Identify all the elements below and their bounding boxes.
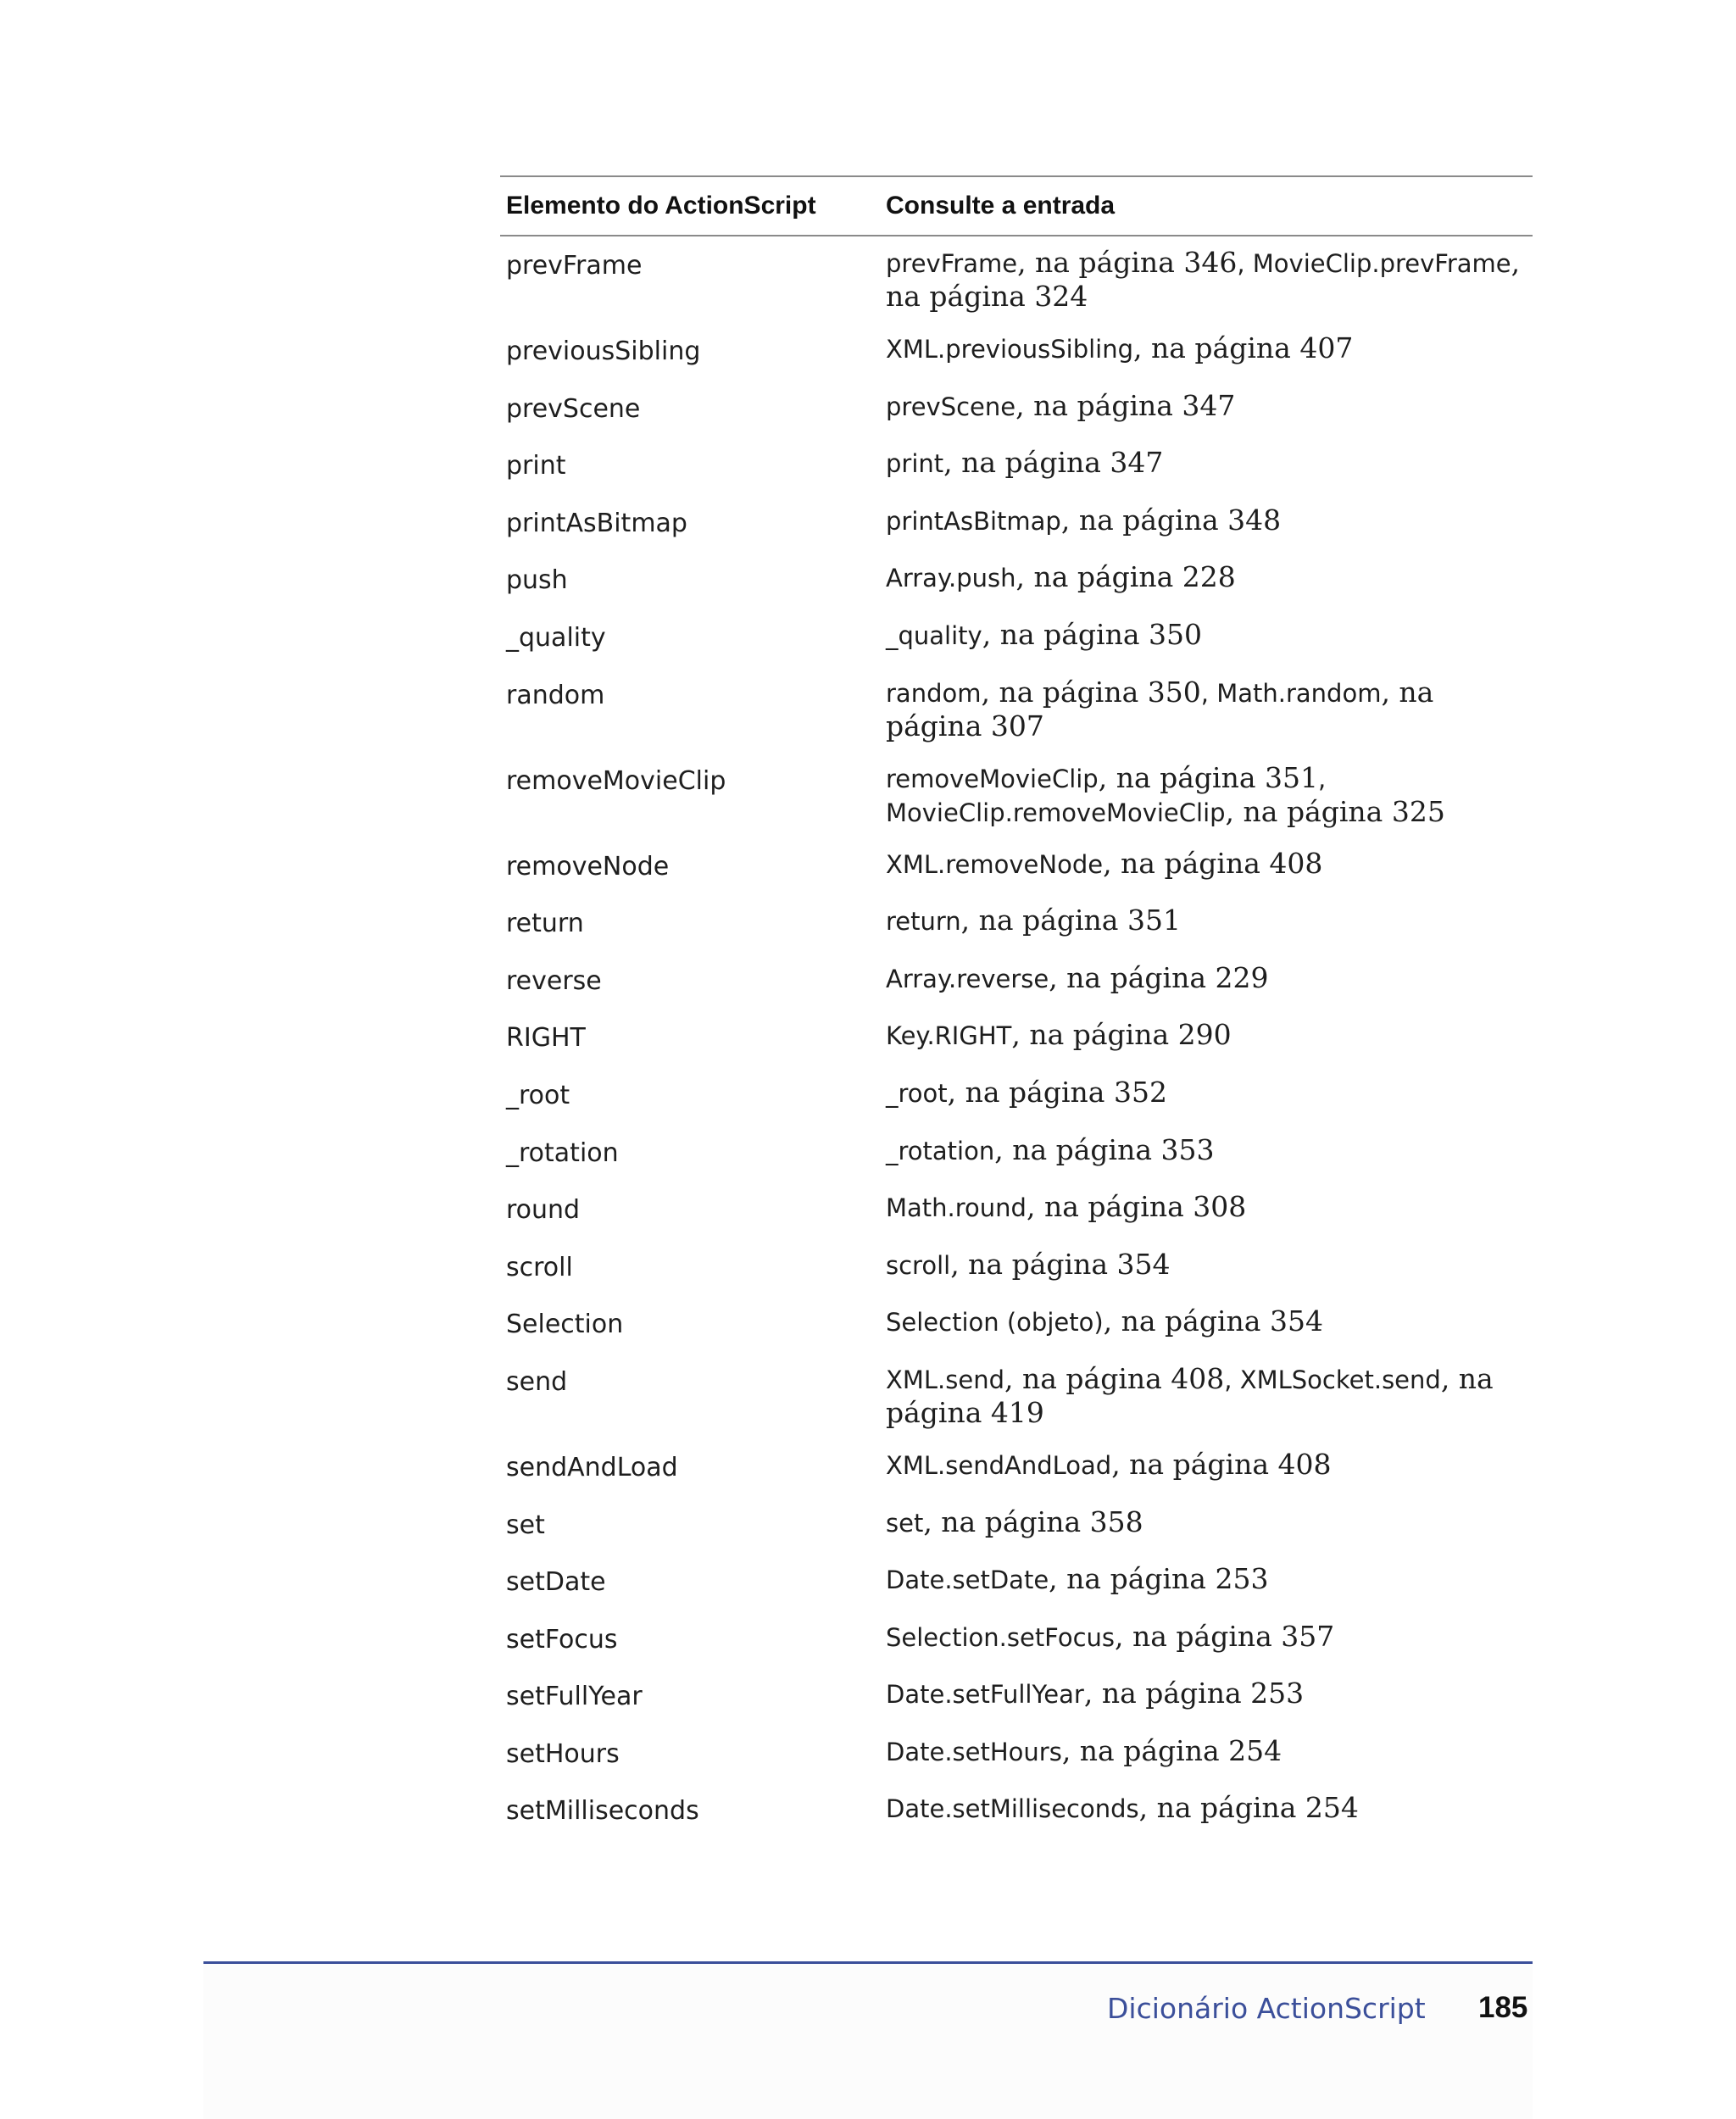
reference-page: , na página 407 bbox=[1133, 331, 1354, 364]
reference-code: scroll bbox=[886, 1250, 951, 1280]
table-row bbox=[500, 1189, 1533, 1247]
reference-page: , na página 358 bbox=[923, 1504, 1143, 1538]
reference-cell bbox=[886, 1132, 1533, 1170]
reference-cell bbox=[886, 675, 1533, 746]
element-cell: random bbox=[506, 680, 605, 710]
table-header-row bbox=[500, 177, 1533, 235]
reference-code: print bbox=[886, 449, 944, 479]
reference-cell bbox=[886, 1017, 1533, 1054]
table-row bbox=[500, 1247, 1533, 1304]
reference-code: Math.round bbox=[886, 1193, 1027, 1223]
element-cell: prevFrame bbox=[506, 251, 643, 281]
table-row bbox=[500, 331, 1533, 388]
reference-cell bbox=[886, 960, 1533, 998]
table-row bbox=[500, 559, 1533, 617]
reference-code: set bbox=[886, 1508, 924, 1538]
element-cell: RIGHT bbox=[506, 1023, 586, 1054]
reference-cell bbox=[886, 1361, 1533, 1432]
table-row bbox=[500, 846, 1533, 904]
reference-code: Date.setFullYear bbox=[886, 1680, 1084, 1710]
page-number: 185 bbox=[1478, 1991, 1528, 2024]
reference-code: Date.setHours bbox=[886, 1737, 1062, 1766]
element-cell: print bbox=[506, 451, 566, 481]
table-row bbox=[500, 1304, 1533, 1361]
table-row bbox=[500, 388, 1533, 446]
reference-cell bbox=[886, 1304, 1533, 1341]
table-row bbox=[500, 1676, 1533, 1733]
element-cell: return bbox=[506, 909, 584, 939]
reference-code: XML.sendAndLoad bbox=[886, 1450, 1112, 1480]
table-body bbox=[500, 236, 1533, 1848]
reference-code: random bbox=[886, 678, 982, 708]
reference-code: Date.setMilliseconds bbox=[886, 1794, 1139, 1824]
reference-cell bbox=[886, 1733, 1533, 1771]
reference-code: removeMovieClip bbox=[886, 764, 1099, 793]
reference-page: , na página 324 bbox=[886, 246, 1521, 313]
reference-page: , na página 354 bbox=[1103, 1304, 1323, 1338]
element-cell: sendAndLoad bbox=[506, 1452, 678, 1482]
reference-code: prevScene bbox=[886, 392, 1016, 421]
reference-table bbox=[500, 175, 1533, 1848]
element-cell: previousSibling bbox=[506, 336, 701, 366]
reference-code: , MovieClip.removeMovieClip bbox=[886, 764, 1327, 827]
reference-cell bbox=[886, 559, 1533, 597]
element-cell: push bbox=[506, 565, 568, 596]
table-row bbox=[500, 760, 1533, 846]
table-row bbox=[500, 617, 1533, 675]
reference-code: _root bbox=[886, 1078, 948, 1108]
element-cell: setMilliseconds bbox=[506, 1796, 699, 1827]
reference-cell bbox=[886, 1790, 1533, 1827]
reference-page: , na página 408 bbox=[1004, 1361, 1225, 1395]
element-cell: scroll bbox=[506, 1252, 573, 1282]
table-row bbox=[500, 675, 1533, 760]
reference-cell bbox=[886, 331, 1533, 368]
element-cell: send bbox=[506, 1366, 568, 1397]
reference-cell bbox=[886, 1447, 1533, 1484]
table-row bbox=[500, 1361, 1533, 1447]
element-cell: _rotation bbox=[506, 1137, 619, 1168]
reference-page: , na página 348 bbox=[1060, 503, 1282, 537]
element-cell: setFullYear bbox=[506, 1682, 643, 1712]
reference-page: , na página 354 bbox=[950, 1247, 1171, 1281]
reference-code: printAsBitmap bbox=[886, 506, 1061, 536]
reference-cell bbox=[886, 445, 1533, 482]
footer-band bbox=[203, 1963, 1533, 2119]
table-row bbox=[500, 1504, 1533, 1562]
reference-code: XML.removeNode bbox=[886, 849, 1104, 879]
column-header-element: Elemento do ActionScript bbox=[506, 192, 816, 220]
reference-cell bbox=[886, 846, 1533, 883]
element-cell: setFocus bbox=[506, 1624, 618, 1655]
reference-code: , Math.random bbox=[1200, 678, 1382, 708]
reference-code: prevFrame bbox=[886, 249, 1018, 278]
reference-code: Key.RIGHT bbox=[886, 1021, 1012, 1051]
reference-page: , na página 253 bbox=[1049, 1562, 1269, 1596]
table-row bbox=[500, 1619, 1533, 1677]
element-cell: Selection bbox=[506, 1310, 624, 1340]
reference-code: Selection.setFocus bbox=[886, 1622, 1116, 1652]
reference-cell bbox=[886, 1676, 1533, 1713]
table-row bbox=[500, 960, 1533, 1018]
reference-page: , na página 352 bbox=[947, 1075, 1167, 1109]
footer-title: Dicionário ActionScript bbox=[1107, 1992, 1426, 2025]
reference-code: Selection (objeto) bbox=[886, 1308, 1104, 1338]
element-cell: setHours bbox=[506, 1738, 620, 1769]
table-row bbox=[500, 1017, 1533, 1075]
reference-cell bbox=[886, 503, 1533, 540]
reference-code: Array.push bbox=[886, 564, 1016, 593]
table-row bbox=[500, 445, 1533, 503]
reference-page: , na página 347 bbox=[1015, 388, 1236, 422]
reference-page: , na página 357 bbox=[1115, 1619, 1335, 1653]
element-cell: _root bbox=[506, 1080, 570, 1110]
reference-page: , na página 290 bbox=[1011, 1018, 1232, 1052]
reference-page: , na página 254 bbox=[1061, 1733, 1283, 1767]
reference-code: , MovieClip.prevFrame bbox=[1237, 249, 1511, 278]
reference-page: , na página 408 bbox=[1103, 846, 1323, 880]
reference-page: , na página 307 bbox=[886, 675, 1434, 742]
reference-page: , na página 254 bbox=[1138, 1791, 1359, 1825]
reference-page: , na página 228 bbox=[1015, 560, 1236, 594]
element-cell: printAsBitmap bbox=[506, 508, 687, 538]
reference-page: , na página 351 bbox=[960, 904, 1181, 937]
table-row bbox=[500, 503, 1533, 560]
element-cell: _quality bbox=[506, 622, 606, 653]
reference-page: , na página 419 bbox=[886, 1361, 1494, 1429]
element-cell: set bbox=[506, 1510, 545, 1540]
table-row bbox=[500, 1447, 1533, 1504]
reference-page: , na página 308 bbox=[1026, 1190, 1247, 1224]
reference-cell bbox=[886, 1619, 1533, 1656]
reference-page: , na página 351 bbox=[1098, 760, 1319, 794]
element-cell: removeNode bbox=[506, 851, 670, 882]
reference-cell bbox=[886, 1561, 1533, 1599]
reference-page: , na página 350 bbox=[982, 617, 1202, 651]
reference-cell bbox=[886, 1247, 1533, 1284]
reference-cell bbox=[886, 1075, 1533, 1112]
table-row bbox=[500, 903, 1533, 960]
element-cell: reverse bbox=[506, 965, 602, 996]
table-row bbox=[500, 245, 1533, 331]
reference-code: Date.setDate bbox=[886, 1566, 1049, 1595]
reference-code: XML.previousSibling bbox=[886, 335, 1134, 364]
reference-cell bbox=[886, 760, 1533, 831]
reference-page: , na página 408 bbox=[1111, 1447, 1332, 1481]
reference-code: _quality bbox=[886, 620, 982, 650]
reference-code: _rotation bbox=[886, 1136, 995, 1165]
table-row bbox=[500, 1561, 1533, 1619]
element-cell: round bbox=[506, 1195, 581, 1226]
reference-cell bbox=[886, 245, 1533, 316]
table-row bbox=[500, 1790, 1533, 1848]
reference-code: Array.reverse bbox=[886, 964, 1049, 993]
reference-code: return bbox=[886, 907, 961, 937]
reference-cell bbox=[886, 617, 1533, 654]
reference-page: , na página 346 bbox=[1017, 246, 1238, 279]
reference-page: , na página 325 bbox=[1225, 794, 1445, 828]
reference-page: , na página 353 bbox=[994, 1132, 1215, 1166]
table-row bbox=[500, 1733, 1533, 1791]
table-row bbox=[500, 1132, 1533, 1190]
element-cell: setDate bbox=[506, 1567, 606, 1598]
column-header-reference: Consulte a entrada bbox=[886, 192, 1116, 220]
reference-page: , na página 253 bbox=[1083, 1677, 1305, 1710]
element-cell: prevScene bbox=[506, 393, 641, 424]
reference-code: , XMLSocket.send bbox=[1224, 1365, 1441, 1394]
reference-page: , na página 229 bbox=[1049, 960, 1269, 994]
footer-rule bbox=[203, 1961, 1533, 1964]
reference-cell bbox=[886, 1504, 1533, 1542]
reference-cell bbox=[886, 903, 1533, 940]
table-row bbox=[500, 1075, 1533, 1132]
reference-cell bbox=[886, 388, 1533, 425]
reference-page: , na página 350 bbox=[981, 675, 1201, 709]
element-cell: removeMovieClip bbox=[506, 765, 726, 796]
reference-page: , na página 347 bbox=[943, 446, 1164, 480]
reference-code: XML.send bbox=[886, 1365, 1005, 1394]
reference-cell bbox=[886, 1189, 1533, 1226]
